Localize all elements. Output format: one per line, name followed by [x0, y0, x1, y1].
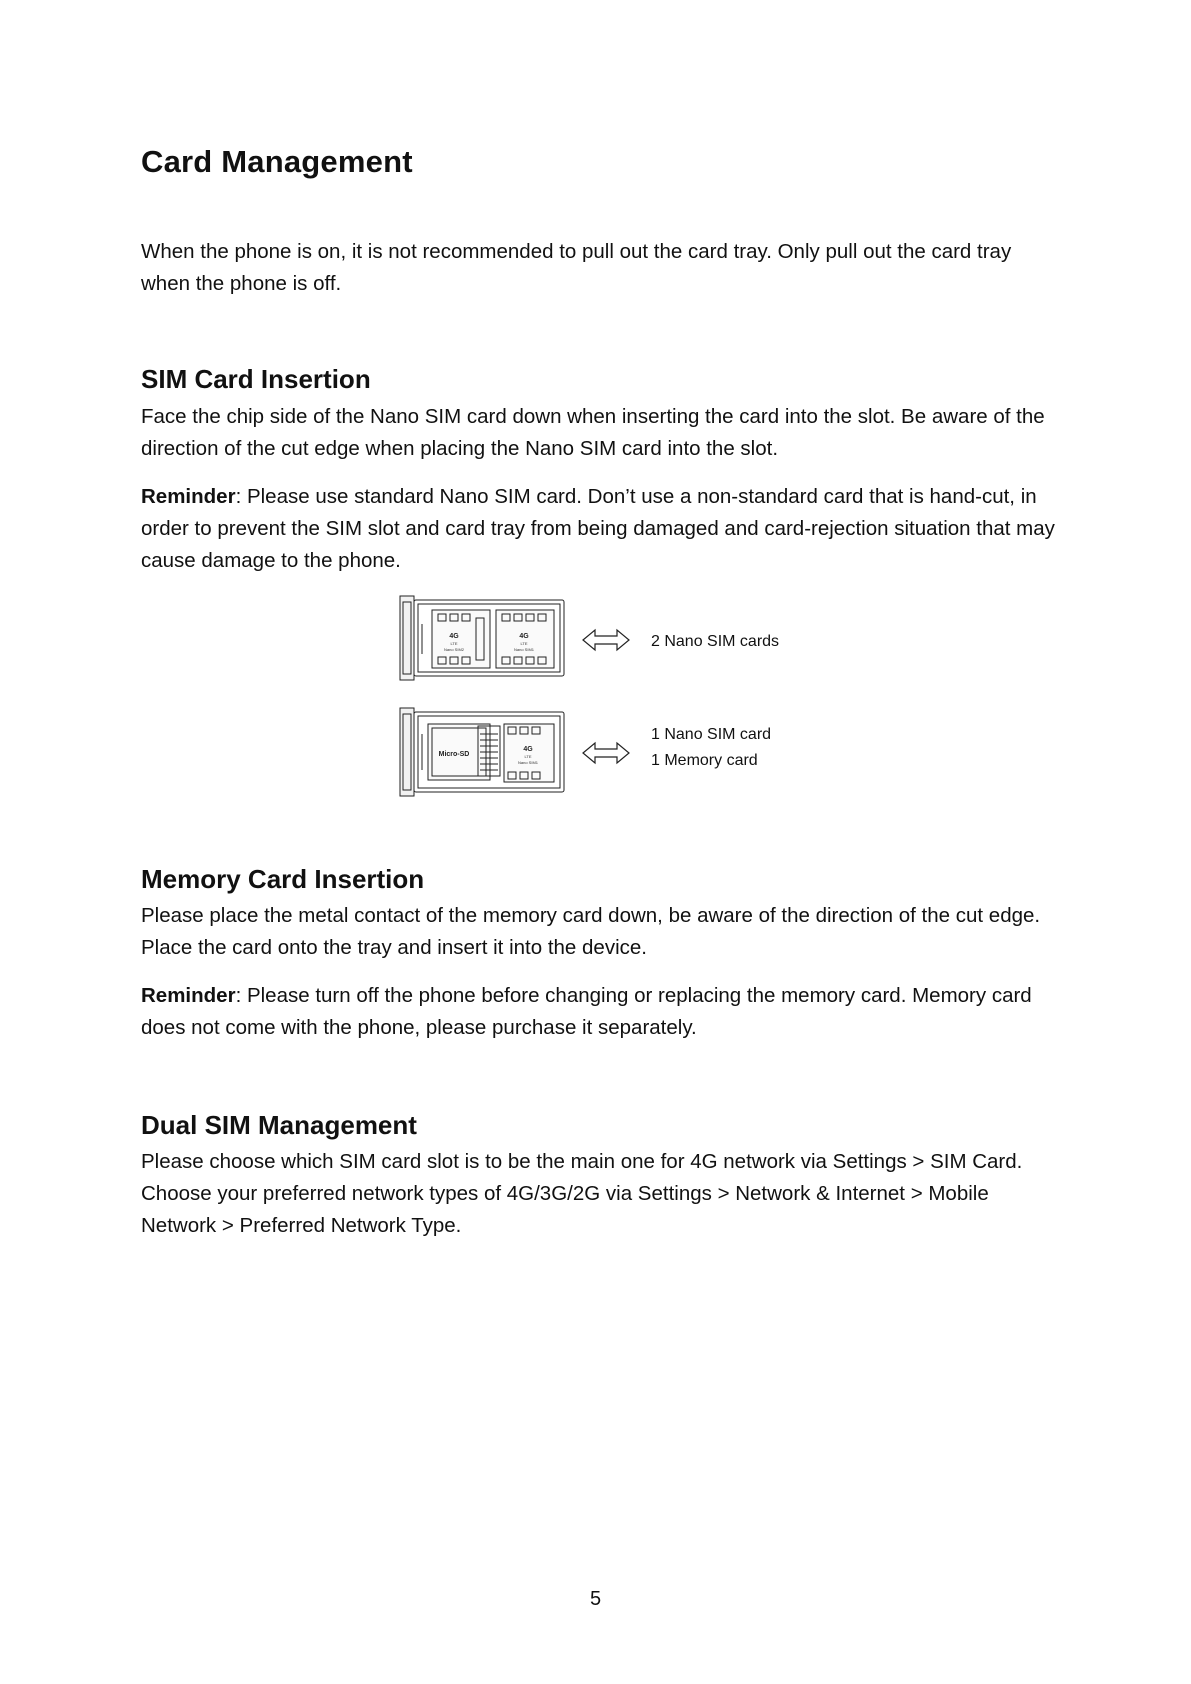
sim-insertion-body: Face the chip side of the Nano SIM card down when inserting the card into the slot. Be aware of the direction of the cut edge when placing the Nano SIM card into the slot. — [141, 405, 1045, 460]
tray1-sim-right-name: Nano SIM1 — [513, 647, 535, 652]
dual-sim-heading: Dual SIM Management — [141, 1110, 417, 1140]
tray2-caption-line2: 1 Memory card — [651, 752, 758, 769]
tray2-sim-name: Nano SIM1 — [517, 760, 539, 765]
microsd-label: Micro-SD — [438, 751, 470, 758]
memory-reminder-text: : Please turn off the phone before changing or replacing the memory card. Memory card does not come with the phone, please purchase it separately. — [141, 984, 1032, 1039]
sim-reminder-label: Reminder — [141, 485, 236, 508]
intro-paragraph: When the phone is on, it is not recommended to pull out the card tray. Only pull out the card tray when the phone is off. — [141, 240, 1012, 295]
tray1-sim-left-name: Nano SIM2 — [443, 647, 465, 652]
memory-insertion-heading: Memory Card Insertion — [141, 864, 425, 894]
sim-reminder — [141, 481, 1061, 577]
tray1-caption: 2 Nano SIM cards — [651, 633, 780, 650]
tray2-caption-line1: 1 Nano SIM card — [651, 726, 772, 743]
memory-insertion-body: Please place the metal contact of the memory card down, be aware of the direction of the cut edge. Place the card onto the tray and insert it into the device. — [141, 904, 1041, 959]
memory-reminder — [141, 980, 1061, 1044]
tray1-sim-right-sub: LTE — [520, 641, 528, 646]
card-tray-figure — [398, 594, 818, 798]
double-arrow-icon — [583, 743, 629, 763]
dual-sim-body: Please choose which SIM card slot is to be the main one for 4G network via Settings > SIM Card. Choose your preferred network types of 4G/3G/2G via Settings > Network & Internet > Mobile Network > Preferred Network Type. — [141, 1150, 1023, 1237]
page-number: 5 — [589, 1588, 602, 1610]
double-arrow-icon — [583, 630, 629, 650]
memory-reminder-label: Reminder — [141, 984, 236, 1007]
tray2-sim-badge: 4G — [523, 746, 533, 753]
tray1-sim-right-badge: 4G — [519, 633, 529, 640]
tray2-sim-sub: LTE — [524, 754, 532, 759]
sim-insertion-heading: SIM Card Insertion — [141, 364, 371, 394]
tray-sim-and-memory — [400, 708, 564, 796]
tray1-sim-left-sub: LTE — [450, 641, 458, 646]
tray-two-nano-sim — [400, 596, 564, 680]
tray1-sim-left-badge: 4G — [449, 633, 459, 640]
page-title: Card Management — [141, 144, 413, 179]
sim-reminder-text: : Please use standard Nano SIM card. Don’t use a non-standard card that is hand-cut, in order to prevent the SIM slot and card tray from being damaged and card-rejection situation that may cause damage to the phone. — [141, 485, 1055, 572]
